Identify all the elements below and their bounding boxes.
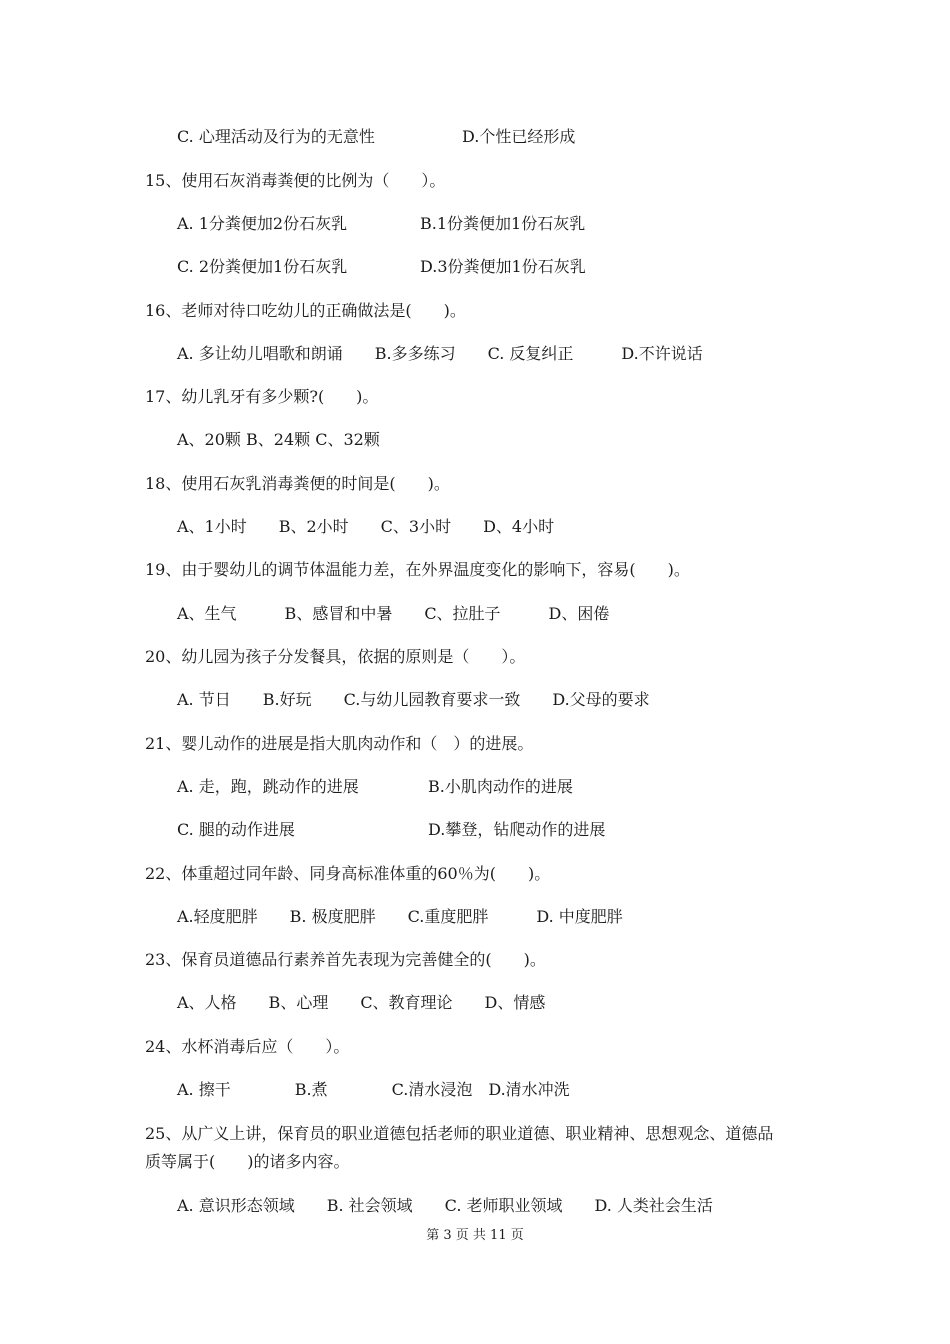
q19-options: A、生气 B、感冒和中暑 C、拉肚子 D、困倦 (177, 604, 610, 623)
q15-option-a: A. 1分粪便加2份石灰乳 (177, 214, 348, 233)
q15-option-c: C. 2份粪便加1份石灰乳 (177, 257, 348, 276)
q14-option-c: C. 心理活动及行为的无意性 (177, 127, 375, 146)
q20-options: A. 节日 B.好玩 C.与幼儿园教育要求一致 D.父母的要求 (177, 690, 650, 709)
q24-options: A. 擦干 B.煮 C.清水浸泡 D.清水冲洗 (177, 1080, 570, 1099)
q14-option-d: D.个性已经形成 (462, 127, 576, 146)
q18-options: A、1小时 B、2小时 C、3小时 D、4小时 (177, 517, 555, 536)
q22-options: A.轻度肥胖 B. 极度肥胖 C.重度肥胖 D. 中度肥胖 (177, 907, 623, 926)
q23-options: A、人格 B、心理 C、教育理论 D、情感 (177, 993, 546, 1012)
q21-option-d: D.攀登，钻爬动作的进展 (428, 820, 606, 839)
q25-options: A. 意识形态领域 B. 社会领域 C. 老师职业领域 D. 人类社会生活 (177, 1196, 713, 1215)
question-21: 21、婴儿动作的进展是指大肌肉动作和（ ）的进展。 (145, 734, 534, 753)
question-15: 15、使用石灰消毒粪便的比例为（ ）。 (145, 171, 446, 190)
question-22: 22、体重超过同年龄、同身高标准体重的60％为( )。 (145, 864, 551, 883)
question-18: 18、使用石灰乳消毒粪便的时间是( )。 (145, 474, 450, 493)
q21-option-b: B.小肌肉动作的进展 (428, 777, 573, 796)
q21-option-c: C. 腿的动作进展 (177, 820, 295, 839)
question-25-line-1: 25、从广义上讲，保育员的职业道德包括老师的职业道德、职业精神、思想观念、道德品 (145, 1124, 774, 1143)
question-19: 19、由于婴幼儿的调节体温能力差，在外界温度变化的影响下，容易( )。 (145, 560, 690, 579)
q17-options: A、20颗 B、24颗 C、32颗 (177, 430, 380, 449)
q21-option-a: A. 走，跑，跳动作的进展 (177, 777, 359, 796)
question-20: 20、幼儿园为孩子分发餐具，依据的原则是（ ）。 (145, 647, 526, 666)
question-16: 16、老师对待口吃幼儿的正确做法是( )。 (145, 301, 466, 320)
q15-option-d: D.3份粪便加1份石灰乳 (420, 257, 586, 276)
question-23: 23、保育员道德品行素养首先表现为完善健全的( )。 (145, 950, 546, 969)
q16-options: A. 多让幼儿唱歌和朗诵 B.多多练习 C. 反复纠正 D.不许说话 (177, 344, 703, 363)
page-footer: 第 3 页 共 11 页 (426, 1228, 524, 1243)
question-24: 24、水杯消毒后应（ ）。 (145, 1037, 350, 1056)
question-17: 17、幼儿乳牙有多少颗?( )。 (145, 387, 379, 406)
question-25-line-2: 质等属于( )的诸多内容。 (145, 1152, 350, 1171)
q15-option-b: B.1份粪便加1份石灰乳 (420, 214, 586, 233)
